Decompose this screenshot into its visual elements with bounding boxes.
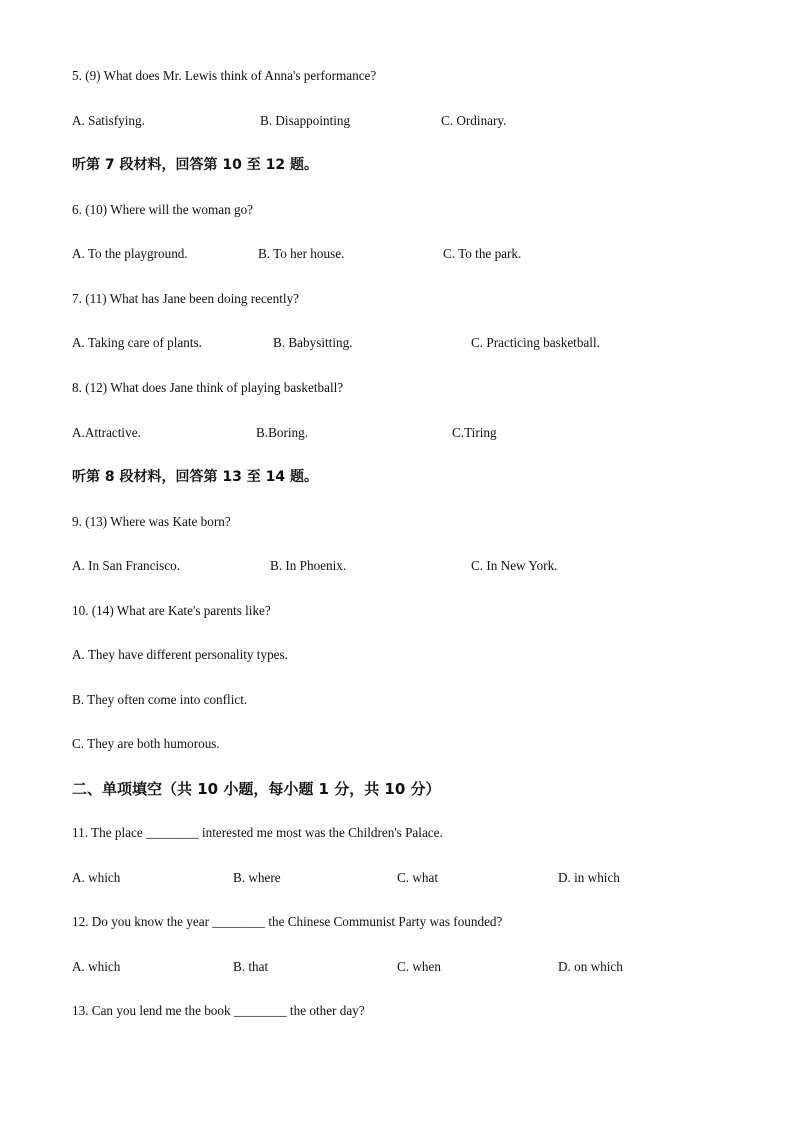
question-8-option-a: A.Attractive. — [72, 425, 141, 440]
section-7-heading: 听第 7 段材料，回答第 10 至 12 题。 — [72, 157, 318, 173]
part-2-heading: 二、单项填空（共 10 小题，每小题 1 分，共 10 分） — [72, 780, 441, 798]
question-9-option-a: A. In San Francisco. — [72, 558, 181, 573]
question-9-option-b: B. In Phoenix. — [270, 558, 347, 573]
question-12-option-a: A. which — [72, 959, 121, 974]
question-9-stem: 9. (13) Where was Kate born? — [72, 514, 231, 529]
question-7-option-b: B. Babysitting. — [273, 335, 353, 350]
question-9-option-c: C. In New York. — [471, 558, 558, 573]
question-10-stem: 10. (14) What are Kate's parents like? — [72, 603, 271, 618]
question-8-option-b: B.Boring. — [256, 425, 309, 440]
question-11-option-c: C. what — [397, 870, 439, 885]
question-5-option-b: B. Disappointing — [260, 113, 351, 128]
question-5-stem: 5. (9) What does Mr. Lewis think of Anna's performance? — [72, 68, 377, 83]
question-10-option-b: B. They often come into conflict. — [72, 692, 248, 707]
question-11-option-a: A. which — [72, 870, 121, 885]
question-6-option-b: B. To her house. — [258, 246, 345, 261]
question-12-option-d: D. on which — [558, 959, 623, 974]
question-5-option-c: C. Ordinary. — [441, 113, 507, 128]
question-6-option-c: C. To the park. — [443, 246, 522, 261]
question-5-option-a: A. Satisfying. — [72, 113, 145, 128]
question-12-option-b: B. that — [233, 959, 269, 974]
question-11-option-d: D. in which — [558, 870, 620, 885]
question-10-option-a: A. They have different personality types. — [72, 647, 288, 662]
question-8-stem: 8. (12) What does Jane think of playing basketball? — [72, 380, 344, 395]
question-7-option-c: C. Practicing basketball. — [471, 335, 600, 350]
question-6-option-a: A. To the playground. — [72, 246, 188, 261]
question-8-option-c: C.Tiring — [452, 425, 497, 440]
question-7-option-a: A. Taking care of plants. — [72, 335, 202, 350]
question-12-option-c: C. when — [397, 959, 441, 974]
question-13-stem: 13. Can you lend me the book ________ the other day? — [72, 1003, 365, 1018]
question-11-stem: 11. The place ________ interested me most was the Children's Palace. — [72, 825, 443, 840]
section-8-heading: 听第 8 段材料，回答第 13 至 14 题。 — [72, 469, 318, 485]
question-6-stem: 6. (10) Where will the woman go? — [72, 202, 254, 217]
question-12-stem: 12. Do you know the year ________ the Chinese Communist Party was founded? — [72, 914, 503, 929]
question-7-stem: 7. (11) What has Jane been doing recently? — [72, 291, 300, 306]
question-10-option-c: C. They are both humorous. — [72, 736, 220, 751]
question-11-option-b: B. where — [233, 870, 281, 885]
